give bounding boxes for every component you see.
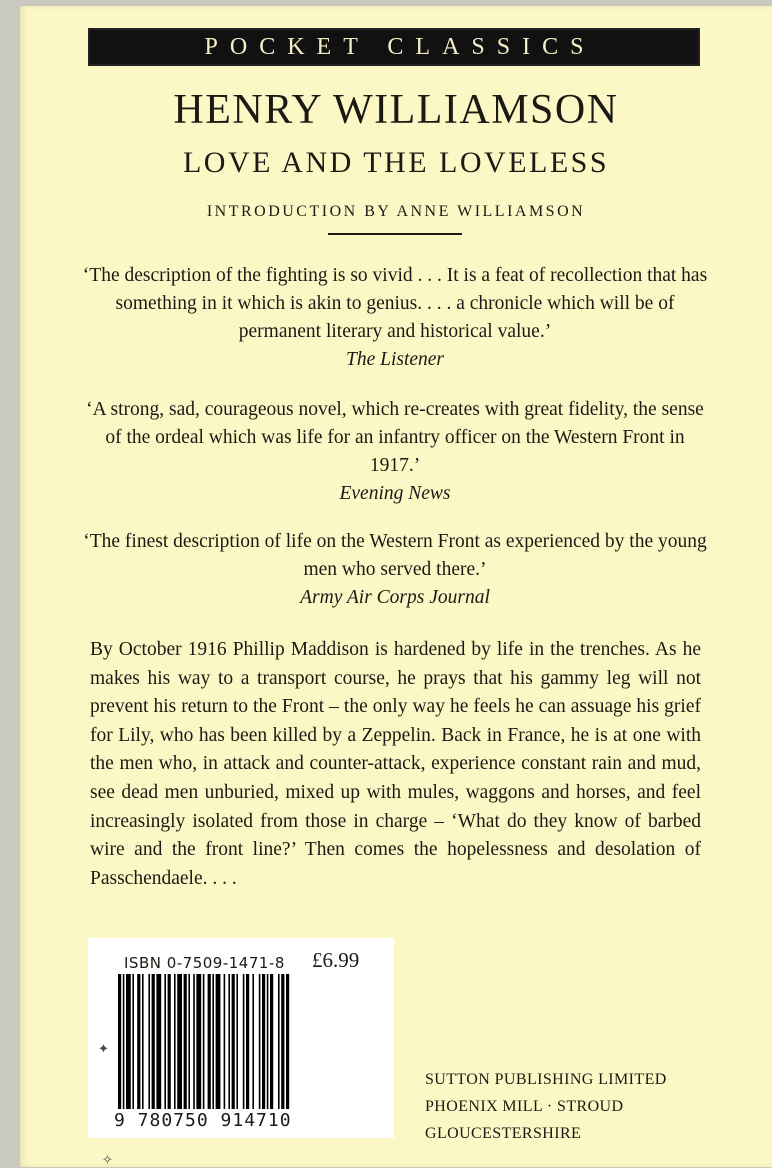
print-speck: ✧	[102, 1152, 113, 1167]
price: £6.99	[312, 948, 360, 972]
barcode-bar	[224, 974, 226, 1109]
barcode-bar	[148, 974, 150, 1109]
barcode-bar	[196, 974, 201, 1109]
barcode-bar	[174, 974, 176, 1109]
review-quote	[80, 528, 710, 612]
barcode-bar	[281, 974, 284, 1109]
book-title: LOVE AND THE LOVELESS	[182, 146, 610, 179]
quote-source: Evening News	[339, 483, 451, 504]
barcode-bar	[262, 974, 265, 1109]
publisher-name: SUTTON PUBLISHING LIMITED	[425, 1071, 667, 1088]
series-banner	[88, 28, 700, 66]
barcode-panel	[88, 938, 394, 1138]
barcode-bar	[212, 974, 214, 1109]
barcode-bar	[188, 974, 190, 1109]
barcode-bar	[156, 974, 161, 1109]
publisher-block	[425, 1066, 667, 1147]
barcode-bar	[193, 974, 195, 1109]
barcode-icon	[118, 974, 358, 1114]
barcode-bar	[246, 974, 249, 1109]
barcode-bar	[142, 974, 144, 1109]
barcode-bar	[132, 974, 134, 1109]
barcode-bar	[252, 974, 254, 1109]
quote-text: ‘The finest description of life on the Western Front as experienced by the young men who served there.’	[83, 531, 707, 580]
barcode-bar	[203, 974, 205, 1109]
barcode-bar	[216, 974, 221, 1109]
barcode-bar	[286, 974, 289, 1109]
barcode-bar	[168, 974, 171, 1109]
barcode-bar	[270, 974, 273, 1109]
barcode-bar	[177, 974, 182, 1109]
barcode-bar	[126, 974, 131, 1109]
author-name: HENRY WILLIAMSON	[173, 87, 619, 133]
introduction-credit: INTRODUCTION BY ANNE WILLIAMSON	[206, 203, 586, 220]
quote-text: ‘The description of the fighting is so vivid . . . It is a feat of recollection that has something in it which is akin to genius. . . . a chronicle which will be of permanent literary and historical value.’	[82, 265, 708, 342]
barcode-bar	[118, 974, 121, 1109]
barcode-bar	[164, 974, 166, 1109]
barcode-bar	[184, 974, 187, 1109]
divider	[328, 233, 462, 235]
back-cover	[20, 6, 772, 1167]
quote-source: The Listener	[345, 349, 445, 370]
barcode-bar	[278, 974, 280, 1109]
review-quote	[80, 396, 710, 508]
book-blurb: By October 1916 Phillip Maddison is hardened by life in the trenches. As he makes his way to a transport course, he prays that his gammy leg will not prevent his return to the Front – the only way he feels he can assuage his grief for Lily, who has been killed by a Zeppelin. Back in France, he is at one with the men who, in attack and counter-attack, experience constant rain and mud, see dead men unburied, mixed up with mules, waggons and horses, and feel increasingly isolated from those in charge – ‘What do they know of barbed wire and the front line?’ Then comes the hopelessness and desolation of Passchendaele. . . .	[90, 639, 701, 889]
barcode-bar	[232, 974, 235, 1109]
series-name: POCKET CLASSICS	[204, 33, 596, 60]
barcode-bar	[123, 974, 125, 1109]
barcode-bar	[228, 974, 230, 1109]
publisher-county: GLOUCESTERSHIRE	[425, 1125, 582, 1142]
barcode-bar	[267, 974, 269, 1109]
review-quote	[80, 262, 710, 374]
barcode-bar	[236, 974, 238, 1109]
ean-number: 9 780750 914710	[114, 1110, 292, 1131]
publisher-address: PHOENIX MILL · STROUD	[425, 1098, 624, 1115]
print-speck: ✦	[98, 1041, 109, 1056]
barcode-bar	[137, 974, 140, 1109]
barcode-bar	[208, 974, 211, 1109]
barcode-bar	[243, 974, 245, 1109]
quote-source: Army Air Corps Journal	[300, 587, 490, 608]
quote-text: ‘A strong, sad, courageous novel, which re-creates with great fidelity, the sense of the ordeal which was life for an infantry officer on the Western Front in 1917.’	[86, 399, 704, 476]
isbn-number: ISBN 0-7509-1471-8	[124, 954, 285, 972]
barcode-bar	[259, 974, 261, 1109]
barcode-bar	[152, 974, 155, 1109]
